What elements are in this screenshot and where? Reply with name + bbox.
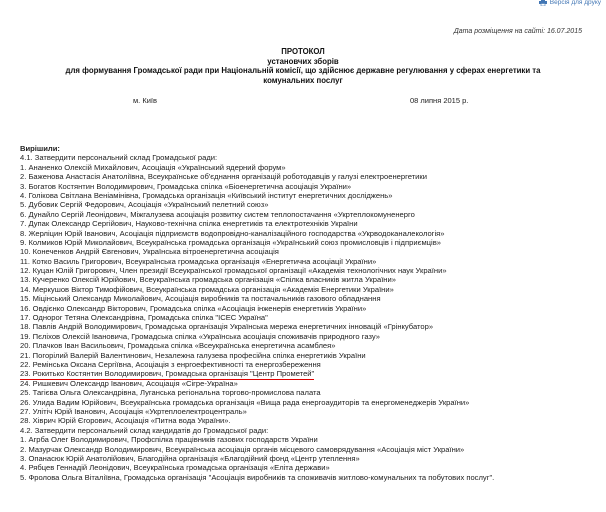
title-line-3: для формування Громадської ради при Національній комісії, що здійснює державне регулювання у сферах енергетики та — [65, 66, 541, 76]
candidate-line-text: 4. Рябцев Геннадій Леонідович, Всеукраїнська громадська організація «Еліта держави» — [20, 463, 330, 473]
member-line — [20, 275, 604, 284]
member-line-text: 16. Овдієнко Олександр Вікторович, Громадська спілка «Асоціація інженерів енергетиків України» — [20, 303, 367, 313]
member-line — [20, 257, 604, 266]
candidate-line — [20, 454, 604, 463]
member-line-text: 4. Голікова Світлана Веніамінівна, Громадська організація «Київський інститут енергетичних досліджень» — [20, 190, 393, 200]
member-line — [20, 294, 604, 303]
member-line — [20, 200, 604, 209]
document-title — [16, 47, 590, 85]
candidate-line — [20, 435, 604, 444]
candidate-line — [20, 463, 604, 472]
member-line-text: 3. Богатов Костянтин Володимирович, Громадська спілка «Біоенергетична асоціація України» — [20, 181, 352, 191]
member-line — [20, 332, 604, 341]
member-line-text: 17. Однорог Тетяна Олександрівна, Громадська спілка "ІСЕС Україна" — [20, 313, 268, 323]
member-line — [20, 191, 604, 200]
member-line — [20, 247, 604, 256]
candidate-line-text: 1. Агрба Олег Володимирович, Профспілка працівників газових господарств України — [20, 435, 318, 445]
member-line-text: 6. Дунайло Сергій Леонідович, Міжгалузева асоціація розвитку систем теплопостачання «Укртеплокомуненерго — [20, 209, 415, 219]
print-link-label: Версія для друку — [549, 0, 601, 6]
candidate-line-text: 3. Опанасюк Юрій Анатолійович, Благодійна організація «Благодійний фонд «Центр утеплення» — [20, 453, 360, 463]
member-line-text: 22. Ремінська Оксана Сергіївна, Асоціація з енргоефективності та енергозбереження — [20, 359, 321, 369]
member-line-text: 20. Плачков Іван Васильович, Громадська спілка «Всеукраїнська енергетична асамблея» — [20, 341, 336, 351]
member-line-text: 21. Погорілий Валерій Валентинович, Незалежна галузева професійна спілка енергетиків України — [20, 350, 366, 360]
member-line — [20, 304, 604, 313]
member-line — [20, 341, 604, 350]
member-line-text: 12. Куцан Юлій Григорович, Член президії Всеукраїнської громадської організації «Академія технологічних наук України» — [20, 266, 447, 276]
member-line — [20, 210, 604, 219]
member-line — [20, 351, 604, 360]
member-line — [20, 238, 604, 247]
member-line — [20, 266, 604, 275]
member-line — [20, 398, 604, 407]
member-line-text: 11. Котко Василь Григорович, Всеукраїнська громадська організація «Енергетична асоціації України» — [20, 256, 377, 266]
member-line — [20, 285, 604, 294]
section-4-1-heading: 4.1. Затвердити персональний склад Громадської ради: — [20, 153, 218, 163]
member-line — [20, 313, 604, 322]
member-line-text: 1. Ананенко Олексій Михайлович, Асоціація «Український ядерний форум» — [20, 162, 286, 172]
print-version-link[interactable] — [539, 0, 601, 6]
member-line — [20, 379, 604, 388]
member-line-text: 14. Меркушов Віктор Тимофійович, Всеукраїнська громадська організація «Академія Енергетики України» — [20, 284, 394, 294]
member-line-text: 25. Тагієва Ольга Олександрівна, Луганська регіональна торгово-промислова палата — [20, 388, 321, 398]
member-line-text: 5. Дубовик Сергій Федорович, Асоціація «Український пелетний союз» — [20, 200, 269, 210]
title-line-1: ПРОТОКОЛ — [281, 47, 325, 56]
section-4-2-heading: 4.2. Затвердити персональний склад кандидатів до Громадської ради: — [20, 425, 269, 435]
document-body — [20, 144, 604, 482]
member-line — [20, 182, 604, 191]
candidate-line — [20, 445, 604, 454]
member-line — [20, 416, 604, 425]
title-line-4: комунальних послуг — [263, 75, 343, 85]
marked-member-text: 23. Рокитько Костянтин Володимирович, Громадська організація "Центр Прометей" — [20, 369, 315, 379]
member-line-text: 13. Кучеренко Олексій Юрійович, Всеукраїнська громадська організація «Спілка власників житла України» — [20, 275, 396, 285]
date-posted-label: Дата розміщення на сайті: 16.07.2015 — [453, 28, 582, 35]
member-line-text: 2. Баженова Анастасія Анатоліївна, Всеукраїнське об'єднання організацій роботодавців у галузі електроенергетики — [20, 172, 427, 182]
member-line-text: 8. Жерліцин Юрій Іванович, Асоціація підприємств водопровідно-каналізаційного господарства «Укрводоканалекологія» — [20, 228, 445, 238]
member-line-text: 28. Хіврич Юрій Єгорович, Асоціація «Питна вода України». — [20, 416, 231, 426]
decided-heading: Вирішили: — [20, 144, 60, 153]
members-list — [20, 163, 604, 426]
member-line-text: 9. Колмиков Юрій Миколайович, Всеукраїнська громадська організація «Український союз промисловців і підприємців» — [20, 237, 441, 247]
member-line-text: 19. Пєліхов Олексій Івановича, Громадська спілка «Українська асоціація споживачів природного газу» — [20, 331, 380, 341]
member-line-text: 7. Дупак Олександр Сергійович, Науково-технічна спілка енергетиків та електротехніків України — [20, 219, 358, 229]
member-line-text: 26. Улида Вадим Юрійович, Всеукраїнська громадська організація «Вища рада енергоаудиторів та енергоменеджерів України» — [20, 397, 470, 407]
title-line-2: установчих зборів — [267, 56, 339, 66]
member-line — [20, 322, 604, 331]
member-line-text: 15. Міцінський Олександр Миколайович, Асоціація виробників та постачальників газового обладнання — [20, 294, 381, 304]
candidate-line-text: 5. Фролова Ольга Віталіївна, Громадська організація "Асоціація виробників та споживачів житлово-комунальних та побутових послуг". — [20, 472, 495, 482]
member-line — [20, 369, 604, 378]
candidates-list — [20, 435, 604, 482]
member-line-text: 24. Ришкевич Олександр Іванович, Асоціація «Сігре-Україна» — [20, 378, 238, 388]
member-line — [20, 229, 604, 238]
member-line — [20, 388, 604, 397]
candidate-line-text: 2. Мазурчак Олександр Володимирович, Всеукраїнська асоціація органів місцевого самоврядування «Асоціація міст України» — [20, 444, 465, 454]
member-line — [20, 172, 604, 181]
printer-icon — [539, 0, 547, 6]
member-line — [20, 163, 604, 172]
meeting-place: м. Київ — [133, 96, 157, 105]
member-line-text: 27. Улітіч Юрій Іванович, Асоціація «Укртеплоелектроцентраль» — [20, 406, 247, 416]
member-line — [20, 407, 604, 416]
meeting-date: 08 липня 2015 р. — [410, 96, 469, 105]
member-line — [20, 219, 604, 228]
member-line — [20, 360, 604, 369]
candidate-line — [20, 473, 604, 482]
member-line-text: 18. Павлів Андрій Володимирович, Громадська організація Українська мережа енергетичних інновацій «Грінкубатор» — [20, 322, 434, 332]
member-line-text: 10. Конеченков Андрій Євгенович, Українська вітроенергетична асоціація — [20, 247, 279, 257]
